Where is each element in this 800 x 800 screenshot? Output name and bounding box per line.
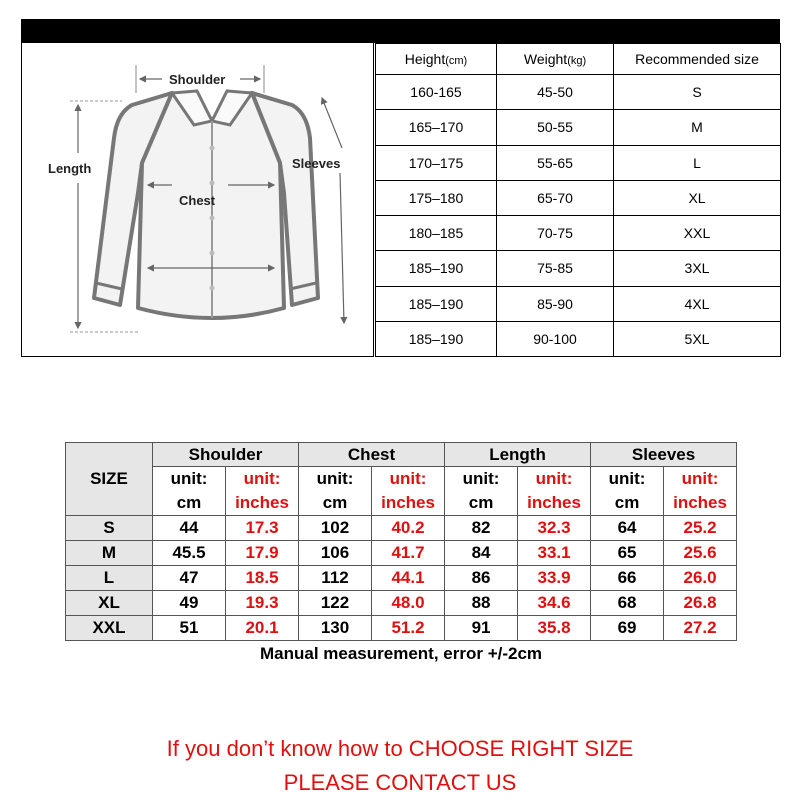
table-row: L 47 18.5 112 44.1 86 33.9 66 26.0	[66, 566, 737, 591]
recommended-size-table	[375, 43, 781, 357]
size-help-text: If you don’t know how to CHOOSE RIGHT SIZE	[166, 736, 634, 761]
table-row: 170–175 55-65 L	[376, 145, 781, 180]
table-row: 180–185 70-75 XXL	[376, 216, 781, 251]
table-row: 165–170 50-55 M	[376, 110, 781, 145]
table-row: M 45.5 17.9 106 41.7 84 33.1 65 25.6	[66, 541, 737, 566]
length-header: Length	[445, 443, 591, 467]
table-row: 185–190 90-100 5XL	[376, 321, 781, 356]
unit-cm-header: unit: cm	[445, 467, 518, 516]
table-row: 175–180 65-70 XL	[376, 180, 781, 215]
measurement-table	[65, 442, 737, 667]
weight-header: Weight(kg)	[497, 44, 614, 75]
chest-label: Chest	[179, 193, 216, 208]
shirt-diagram	[21, 43, 374, 357]
unit-cm-header: unit: cm	[591, 467, 664, 516]
table-row: XL 49 19.3 122 48.0 88 34.6 68 26.8	[66, 591, 737, 616]
unit-inches-header: unit: inches	[372, 467, 445, 516]
contact-us-text: PLEASE CONTACT US	[283, 770, 517, 795]
header-bar	[21, 19, 780, 43]
table-row: 185–190 75-85 3XL	[376, 251, 781, 286]
length-label: Length	[48, 161, 92, 176]
size-table-header	[376, 44, 781, 75]
unit-inches-header: unit: inches	[664, 467, 737, 516]
table-row: 185–190 85-90 4XL	[376, 286, 781, 321]
sleeves-header: Sleeves	[591, 443, 737, 467]
unit-inches-header: unit: inches	[226, 467, 299, 516]
shoulder-header: Shoulder	[153, 443, 299, 467]
height-header: Height(cm)	[376, 44, 497, 75]
unit-cm-header: unit: cm	[153, 467, 226, 516]
unit-cm-header: unit: cm	[299, 467, 372, 516]
table-row: S 44 17.3 102 40.2 82 32.3 64 25.2	[66, 516, 737, 541]
recommended-size-header: Recommended size	[614, 44, 781, 75]
size-column-header: SIZE	[66, 443, 153, 516]
shoulder-label: Shoulder	[169, 72, 226, 87]
table-row: 160-165 45-50 S	[376, 75, 781, 110]
table-row: XXL 51 20.1 130 51.2 91 35.8 69 27.2	[66, 616, 737, 641]
sleeves-label: Sleeves	[292, 156, 341, 171]
measurement-note: Manual measurement, error +/-2cm	[260, 644, 543, 663]
unit-inches-header: unit: inches	[518, 467, 591, 516]
chest-header: Chest	[299, 443, 445, 467]
